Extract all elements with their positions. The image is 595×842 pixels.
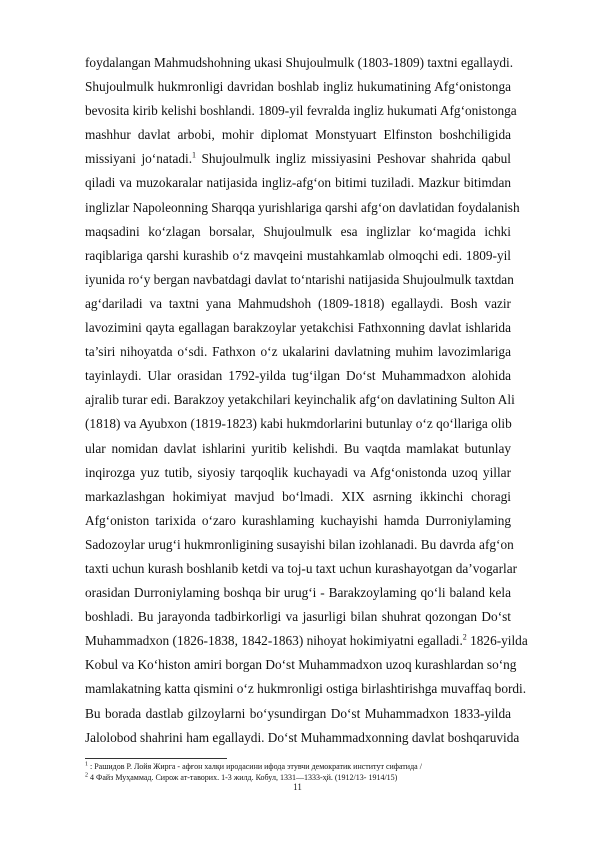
text-segment: Shujoulmulk ingliz missiyasini Peshovar shahrida qabul	[201, 151, 511, 167]
text-segment: 1826-yilda	[470, 633, 528, 649]
text-line: qiladi va muzokaralar natijasida ingliz-afg‘on bitimi tuziladi. Mazkur bitimdan	[85, 175, 511, 191]
footnote-marker: 2	[85, 771, 88, 778]
footnote-separator	[85, 758, 227, 759]
text-line: raqiblariga qarshi kurashib o‘z mavqeini mustahkamlab olmoqchi edi. 1809-yil	[85, 247, 511, 263]
text-line: ular nomidan davlat ishlarini yuritib kelishdi. Bu vaqtda mamlakat butunlay	[85, 440, 511, 456]
text-line: inglizlar Napoleonning Sharqqa yurishlariga qarshi afg‘on davlatidan foydalanish	[85, 199, 520, 215]
text-line: mamlakatning katta qismini o‘z hukmronligi ostiga birlashtirishga muvaffaq bordi.	[85, 681, 527, 697]
text-line: (1818) va Ayubxon (1819-1823) kabi hukmdorlarini butunlay o‘z qo‘llariga olib	[85, 416, 512, 432]
page-number: 11	[293, 782, 302, 792]
text-line: ajralib turar edi. Barakzoy yetakchilari keyinchalik afg‘on davlatining Sulton Ali	[85, 392, 515, 408]
text-line: foydalangan Mahmudshohning ukasi Shujoulmulk (1803-1809) taxtni egallaydi.	[85, 55, 514, 70]
text-line	[85, 629, 528, 653]
text-line: maqsadini ko‘zlagan borsalar, Shujoulmulk esa inglizlar ko‘magida ichki	[85, 223, 511, 239]
text-line: mashhur davlat arbobi, mohir diplomat Monstyuart Elfinston boshchiligida	[85, 127, 511, 143]
text-line: inqirozga yuz tutib, siyosiy tarqoqlik kuchayadi va Afg‘onistonda uzoq yillar	[85, 464, 511, 480]
text-line: Jalolobod shahrini ham egallaydi. Do‘st Muhammadxonning davlat boshqaruvida	[85, 729, 520, 745]
text-line: Sadozoylar urug‘i hukmronligining susayishi bilan izohlanadi. Bu davrda afg‘on	[85, 536, 514, 552]
text-line: iyunida ro‘y bergan navbatdagi davlat to‘ntarishi natijasida Shujoulmulk taxtdan	[85, 271, 514, 287]
text-line: Afg‘oniston tarixida o‘zaro kurashlaming kuchayishi hamda Durroniylaming	[85, 512, 511, 528]
footnote-text: : Рашидов Р. Лойя Жирга - афғон халқи иродасини ифода этувчи демократик институт сифатида /	[88, 762, 422, 771]
text-line: markazlashgan hokimiyat mavjud bo‘lmadi. XIX asrning ikkinchi choragi	[85, 488, 511, 504]
text-line: Shujoulmulk hukmronligi davridan boshlab ingliz hukumatining Afg‘onistonga	[85, 79, 511, 95]
text-line: tayinlaydi. Ular orasidan 1792-yilda tug‘ilgan Do‘st Muhammadxon alohida	[85, 368, 511, 384]
text-line: lavozimini qayta egallagan barakzoylar yetakchisi Fathxonning davlat ishlarida	[85, 320, 511, 336]
footnote-marker: 1	[85, 761, 88, 768]
footnote-ref-2[interactable]: 2	[462, 632, 467, 642]
text-line: Kobul va Ko‘histon amiri borgan Do‘st Muhammadxon uzoq kurashlardan so‘ng	[85, 657, 517, 673]
text-segment: missiyani jo‘natadi.	[85, 151, 193, 167]
text-line: Bu borada dastlab gilzoylarni bo‘ysundirgan Do‘st Muhammadxon 1833-yilda	[85, 705, 511, 721]
text-line: ta’siri nihoyatda o‘sdi. Fathxon o‘z ukalarini davlatning muhim lavozimlariga	[85, 344, 511, 360]
footnotes	[85, 762, 525, 783]
body-paragraph	[85, 51, 528, 750]
footnote-ref-1[interactable]: 1	[192, 150, 197, 160]
text-segment: Muhammadxon (1826-1838, 1842-1863) nihoyat hokimiyatni egalladi.	[85, 633, 463, 649]
text-line: taxti uchun kurash boshlanib ketdi va toj-u taxt uchun kurashayotgan da’vogarlar	[85, 560, 518, 576]
footnote-1	[85, 762, 525, 773]
text-line: ag‘dariladi va taxtni yana Mahmudshoh (1809-1818) egallaydi. Bosh vazir	[85, 295, 511, 311]
text-line: bevosita kirib kelishi boshlandi. 1809-yil fevralda ingliz hukumati Afg‘onistonga	[85, 103, 517, 119]
text-line: orasidan Durroniylaming boshqa bir urug‘i - Barakzoylaming qo‘li baland kela	[85, 585, 511, 601]
footnote-text: 4 Файз Муҳаммад. Сирож ат-таворих. 1-3 жилд. Кобул, 1331—1333-ҳй. (1912/13- 1914/15)	[88, 772, 398, 782]
text-line: boshladi. Bu jarayonda tadbirkorligi va jasurligi bilan shuhrat qozongan Do‘st	[85, 609, 511, 625]
text-line	[85, 147, 511, 171]
